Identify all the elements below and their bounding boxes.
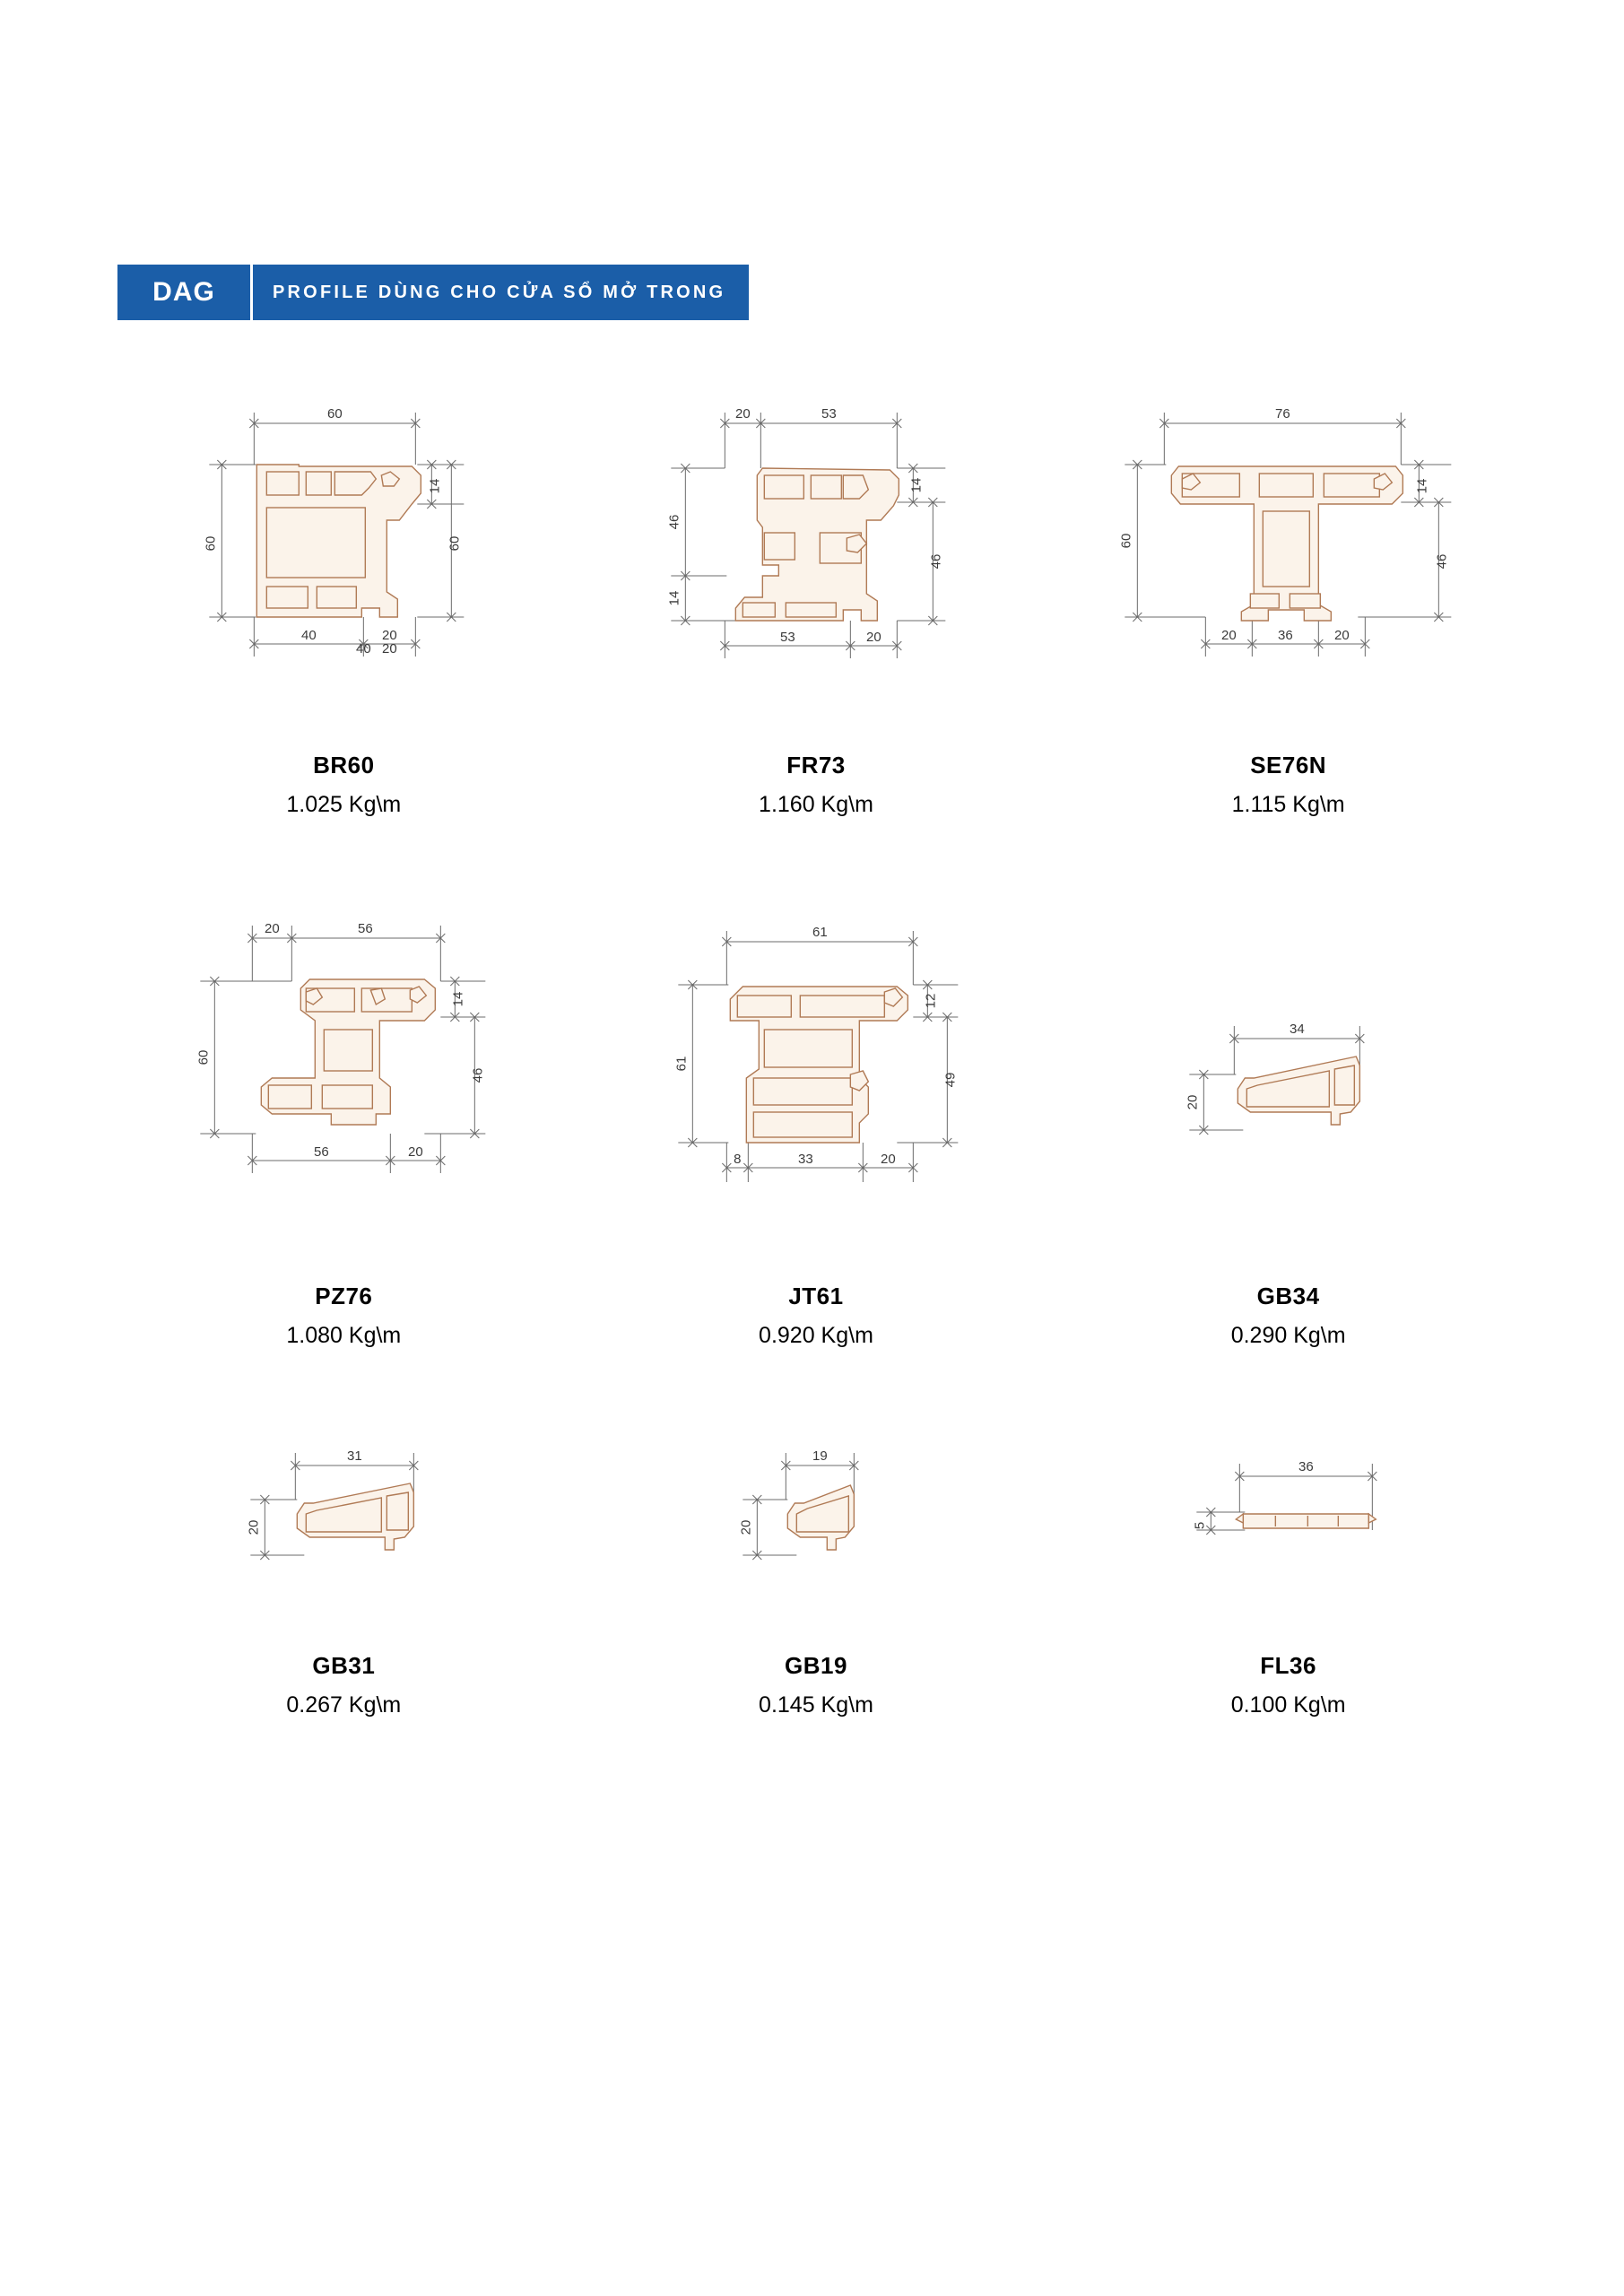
- svg-text:12: 12: [922, 993, 938, 1009]
- svg-text:49: 49: [942, 1072, 958, 1088]
- profile-weight: 0.145 Kg\m: [759, 1692, 873, 1718]
- profile-weight: 1.115 Kg\m: [1231, 792, 1345, 817]
- profile-card-br60: [108, 386, 580, 818]
- svg-text:34: 34: [1290, 1022, 1305, 1037]
- svg-text:14: 14: [665, 590, 682, 606]
- profile-weight: 0.100 Kg\m: [1230, 1692, 1346, 1718]
- svg-text:20: 20: [246, 1519, 262, 1535]
- profile-card-jt61: [580, 899, 1053, 1349]
- svg-text:8: 8: [733, 1152, 742, 1167]
- page-header: [117, 265, 749, 320]
- svg-text:20: 20: [1221, 628, 1237, 643]
- profile-code: GB31: [312, 1652, 376, 1679]
- svg-text:53: 53: [821, 406, 837, 422]
- profile-row: [108, 386, 1524, 818]
- profile-card-fr73: [580, 386, 1053, 818]
- profile-card-fl36: [1052, 1430, 1524, 1718]
- profile-row: [108, 899, 1524, 1349]
- svg-text:19: 19: [812, 1448, 828, 1464]
- svg-text:20: 20: [1185, 1094, 1201, 1110]
- svg-text:46: 46: [927, 553, 943, 570]
- svg-text:40: 40: [300, 628, 317, 643]
- svg-text:31: 31: [346, 1448, 362, 1464]
- svg-text:20: 20: [1334, 628, 1350, 643]
- profile-drawing-jt61: [580, 899, 1053, 1275]
- profile-drawing-fr73: [580, 386, 1053, 744]
- svg-text:20: 20: [407, 1144, 423, 1160]
- svg-text:60: 60: [203, 535, 219, 552]
- svg-text:5: 5: [1192, 1521, 1208, 1530]
- row-spacer: [108, 1349, 1524, 1430]
- svg-text:20: 20: [880, 1152, 896, 1167]
- svg-text:46: 46: [665, 514, 682, 530]
- svg-text:56: 56: [357, 921, 373, 936]
- profile-card-gb31: [108, 1430, 580, 1718]
- svg-text:36: 36: [1278, 628, 1293, 643]
- svg-text:60: 60: [326, 406, 343, 422]
- svg-text:60: 60: [447, 535, 463, 552]
- profile-weight: 0.920 Kg\m: [759, 1323, 873, 1348]
- svg-text:20: 20: [264, 921, 280, 936]
- svg-text:46: 46: [470, 1067, 486, 1083]
- svg-text:61: 61: [812, 925, 828, 940]
- svg-text:53: 53: [779, 630, 795, 645]
- profile-card-gb19: [580, 1430, 1053, 1718]
- profile-row: [108, 1430, 1524, 1718]
- svg-text:60: 60: [195, 1049, 212, 1065]
- svg-text:20: 20: [737, 1519, 753, 1535]
- profile-weight: 1.080 Kg\m: [286, 1323, 402, 1348]
- profile-drawing-gb34: [1052, 899, 1524, 1275]
- profile-code: BR60: [313, 752, 375, 778]
- profile-code: PZ76: [315, 1283, 373, 1309]
- profile-weight: 1.160 Kg\m: [759, 792, 873, 817]
- profile-drawing-se76n: [1052, 386, 1524, 744]
- profile-weight: 1.025 Kg\m: [286, 792, 402, 817]
- svg-text:20: 20: [381, 628, 397, 643]
- header-title-bar: [250, 265, 749, 320]
- svg-text:14: 14: [908, 477, 924, 493]
- svg-text:14: 14: [1414, 478, 1430, 494]
- profile-drawing-br60: [108, 386, 580, 744]
- dag-logo: [117, 265, 250, 320]
- profile-code: FR73: [786, 752, 846, 778]
- svg-text:40: 40: [355, 641, 371, 657]
- profile-weight: 0.267 Kg\m: [286, 1692, 402, 1718]
- svg-text:61: 61: [673, 1056, 689, 1072]
- profile-card-se76n: [1052, 386, 1524, 818]
- profile-code: GB19: [785, 1652, 847, 1679]
- profile-card-gb34: [1052, 899, 1524, 1349]
- svg-text:33: 33: [797, 1152, 813, 1167]
- logo-text: DAG: [152, 277, 215, 307]
- profile-weight: 0.290 Kg\m: [1230, 1323, 1346, 1348]
- row-spacer: [108, 818, 1524, 899]
- svg-text:14: 14: [427, 478, 443, 494]
- profile-code: GB34: [1256, 1283, 1320, 1309]
- svg-text:20: 20: [734, 406, 751, 422]
- svg-text:56: 56: [313, 1144, 329, 1160]
- page-title: PROFILE DÙNG CHO CỬA SỔ MỞ TRONG: [273, 282, 726, 302]
- profile-grid: [108, 386, 1524, 1718]
- profile-code: FL36: [1260, 1652, 1316, 1679]
- svg-text:36: 36: [1298, 1459, 1314, 1474]
- profile-drawing-pz76: [108, 899, 580, 1275]
- profile-drawing-gb31: [108, 1430, 580, 1645]
- svg-text:20: 20: [381, 641, 397, 657]
- svg-text:14: 14: [450, 991, 466, 1007]
- svg-text:20: 20: [865, 630, 881, 645]
- svg-text:60: 60: [1118, 533, 1134, 549]
- svg-text:76: 76: [1275, 406, 1290, 422]
- profile-code: SE76N: [1250, 752, 1327, 778]
- svg-text:46: 46: [1434, 553, 1450, 570]
- profile-code: JT61: [788, 1283, 844, 1309]
- profile-drawing-fl36: [1052, 1430, 1524, 1645]
- profile-drawing-gb19: [580, 1430, 1053, 1645]
- profile-card-pz76: [108, 899, 580, 1349]
